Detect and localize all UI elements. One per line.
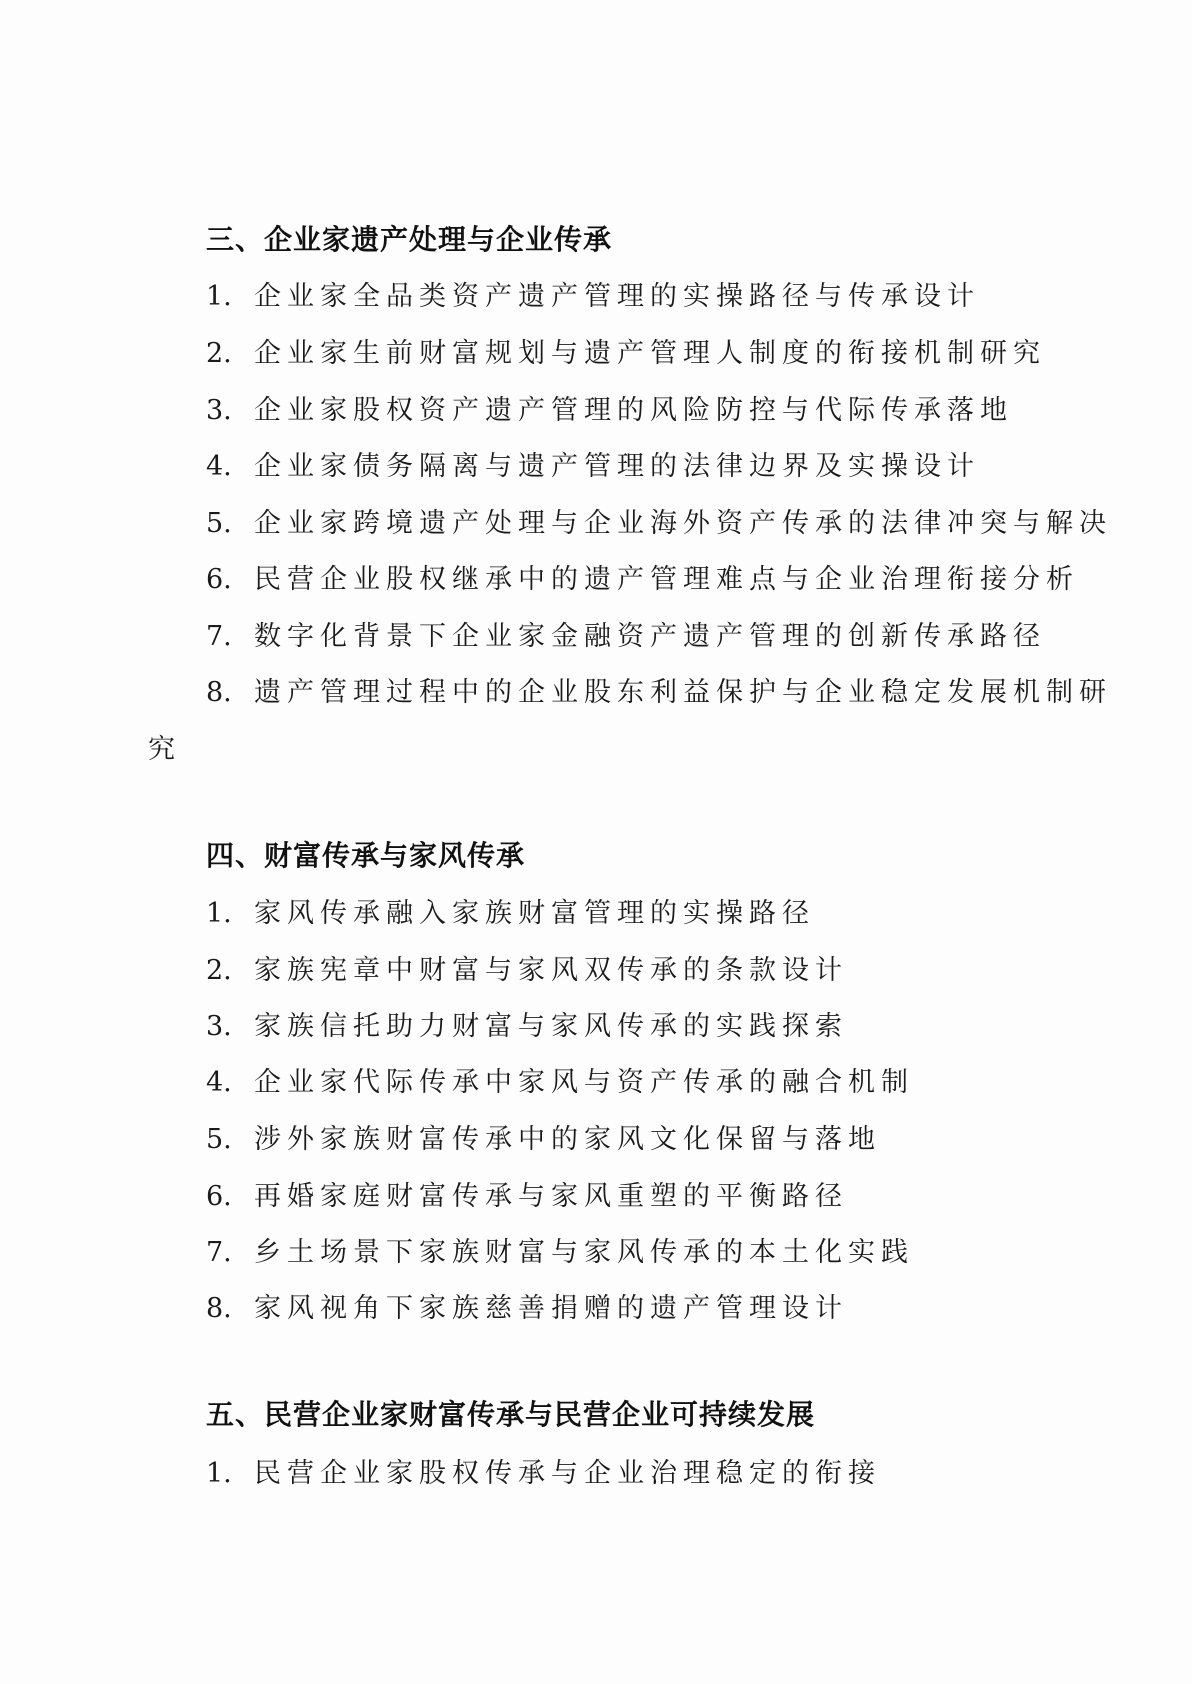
item-number: 2. xyxy=(206,338,232,369)
item-text: 民营企业家股权传承与企业治理稳定的衔接 xyxy=(254,1458,881,1489)
item-text: 企业家股权资产遗产管理的风险防控与代际传承落地 xyxy=(254,395,1013,426)
item-number: 3. xyxy=(206,395,232,426)
item-number: 7. xyxy=(206,1237,232,1268)
list-item xyxy=(206,1174,848,1213)
list-item xyxy=(206,1286,848,1325)
item-text: 涉外家族财富传承中的家风文化保留与落地 xyxy=(254,1124,881,1155)
list-item xyxy=(206,1117,881,1156)
item-number: 1. xyxy=(206,1458,232,1489)
item-text: 企业家全品类资产遗产管理的实操路径与传承设计 xyxy=(254,281,980,312)
item-number: 6. xyxy=(206,1181,232,1212)
list-item xyxy=(206,557,1079,596)
list-item xyxy=(206,388,1013,427)
item-number: 4. xyxy=(206,451,232,482)
section-heading-3: 三、企业家遗产处理与企业传承 xyxy=(206,223,613,256)
item-number: 8. xyxy=(206,677,232,708)
list-item xyxy=(206,444,980,483)
item-text: 家风传承融入家族财富管理的实操路径 xyxy=(254,898,815,929)
item-number: 1. xyxy=(206,898,232,929)
list-item xyxy=(206,614,1046,653)
list-item xyxy=(206,501,1112,540)
section-heading-4: 四、财富传承与家风传承 xyxy=(206,839,526,872)
item-number: 1. xyxy=(206,281,232,312)
item-text: 企业家生前财富规划与遗产管理人制度的衔接机制研究 xyxy=(254,338,1046,369)
item-text: 企业家代际传承中家风与资产传承的融合机制 xyxy=(254,1067,914,1098)
item-number: 6. xyxy=(206,564,232,595)
item-text: 企业家债务隔离与遗产管理的法律边界及实操设计 xyxy=(254,451,980,482)
list-item xyxy=(206,948,848,987)
list-item xyxy=(206,1060,914,1099)
list-item xyxy=(206,1451,881,1490)
item-number: 2. xyxy=(206,955,232,986)
item-number: 7. xyxy=(206,621,232,652)
item-number: 5. xyxy=(206,1124,232,1155)
list-item xyxy=(206,274,980,313)
section-heading-5: 五、民营企业家财富传承与民营企业可持续发展 xyxy=(206,1398,816,1431)
list-item-continuation: 究 xyxy=(148,734,175,765)
list-item xyxy=(206,1004,848,1043)
item-text: 遗产管理过程中的企业股东利益保护与企业稳定发展机制研 xyxy=(254,677,1112,708)
list-item xyxy=(206,670,1112,709)
list-item xyxy=(206,1230,914,1269)
item-text: 家族宪章中财富与家风双传承的条款设计 xyxy=(254,955,848,986)
item-number: 5. xyxy=(206,508,232,539)
item-text: 数字化背景下企业家金融资产遗产管理的创新传承路径 xyxy=(254,621,1046,652)
item-number: 4. xyxy=(206,1067,232,1098)
list-item xyxy=(206,331,1046,370)
item-number: 3. xyxy=(206,1011,232,1042)
item-text: 企业家跨境遗产处理与企业海外资产传承的法律冲突与解决 xyxy=(254,508,1112,539)
item-text: 再婚家庭财富传承与家风重塑的平衡路径 xyxy=(254,1181,848,1212)
item-text: 家风视角下家族慈善捐赠的遗产管理设计 xyxy=(254,1293,848,1324)
item-text: 民营企业股权继承中的遗产管理难点与企业治理衔接分析 xyxy=(254,564,1079,595)
item-text: 家族信托助力财富与家风传承的实践探索 xyxy=(254,1011,848,1042)
list-item xyxy=(206,891,815,930)
item-text: 乡土场景下家族财富与家风传承的本土化实践 xyxy=(254,1237,914,1268)
item-number: 8. xyxy=(206,1293,232,1324)
